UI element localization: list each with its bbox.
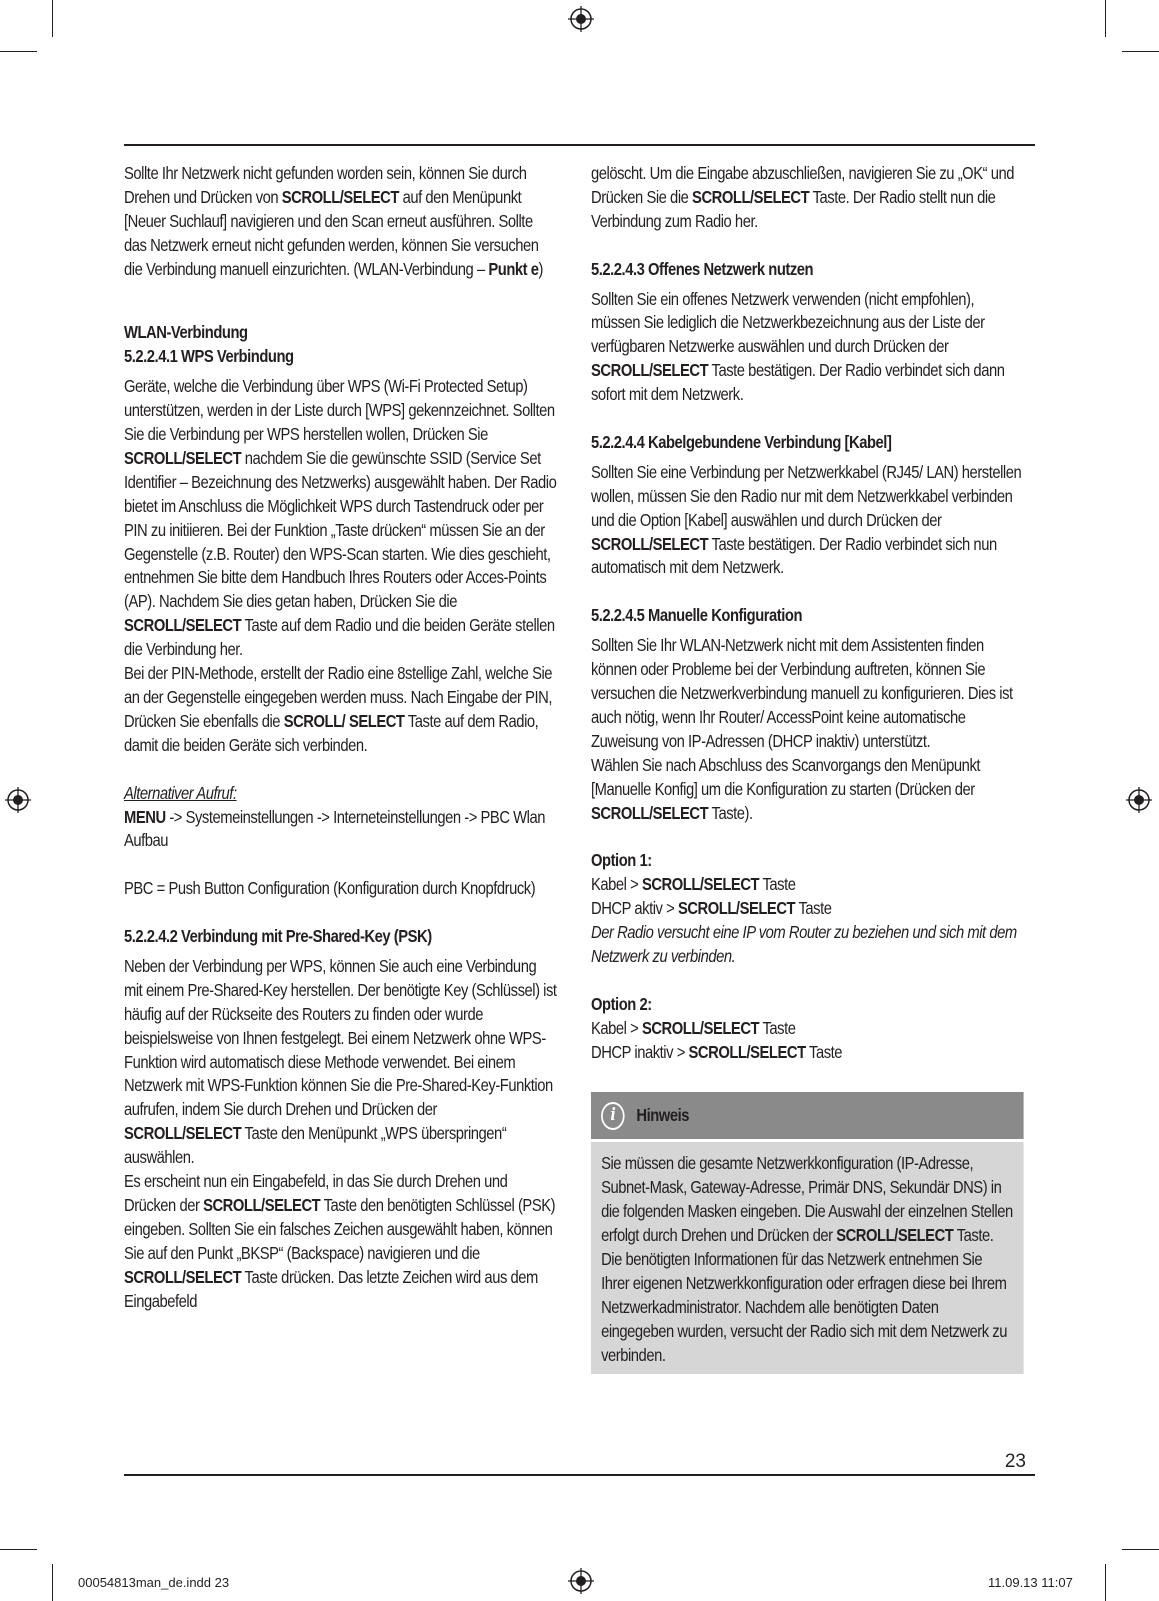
paragraph-wps: Geräte, welche die Verbindung über WPS (Wi-Fi Protected Setup) unterstützen, werden in der Liste durch [WPS] gekennzeichnet. Sollten Sie die Verbindung per WPS herstellen wollen, Drücken Sie SCROLL/SELECT nachdem Sie die gewünschte SSID (Service Set Identifier – Bezeichnung des Netzwerks) ausgewählt haben. Der Radio bietet im Anschluss die Möglichkeit WPS durch Tastendruck oder per PIN zu initiieren. Bei der Funktion „Taste drücken“ müssen Sie an der Gegenstelle (z.B. Router) den WPS-Scan starten. Wie dies geschieht, entnehmen Sie bitte dem Handbuch Ihres Routers oder Acces-Points (AP). Nachdem Sie dies getan haben, Drücken Sie die SCROLL/SELECT Taste auf dem Radio und die beiden Geräte stellen die Verbindung her. bbox=[124, 376, 557, 660]
crop-mark bbox=[1122, 1549, 1159, 1550]
crop-mark bbox=[52, 0, 53, 37]
paragraph-deleted: gelöscht. Um die Eingabe abzuschließen, navigieren Sie zu „OK“ und Drücken Sie die SCROLL/SELECT Taste. Der Radio stellt nun die Verbindung zum Radio her. bbox=[591, 163, 1014, 231]
alternative-call: Alternativer Aufruf: bbox=[124, 782, 237, 803]
crop-mark bbox=[52, 1564, 53, 1601]
heading-open-network: 5.2.2.4.3 Offenes Netzwerk nutzen bbox=[591, 258, 814, 279]
footer-rule bbox=[124, 1474, 1035, 1476]
menu-path: MENU -> Systemeinstellungen -> Interneteinstellungen -> PBC Wlan Aufbau bbox=[124, 806, 545, 851]
slug-date: 11.09.13 11:07 bbox=[988, 1575, 1073, 1590]
page-number: 23 bbox=[1004, 1451, 1026, 1472]
left-column bbox=[124, 162, 557, 1314]
crop-mark bbox=[1105, 0, 1106, 37]
registration-mark-icon bbox=[1126, 787, 1152, 813]
heading-psk: 5.2.2.4.2 Verbindung mit Pre-Shared-Key (PSK) bbox=[124, 926, 432, 947]
info-icon: i bbox=[601, 1102, 625, 1130]
crop-mark bbox=[0, 51, 37, 52]
pbc-definition: PBC = Push Button Configuration (Konfiguration durch Knopfdruck) bbox=[124, 878, 536, 899]
paragraph-select-manual: Wählen Sie nach Abschluss des Scanvorgangs den Menüpunkt [Manuelle Konfig] um die Konfiguration zu starten (Drücken der SCROLL/SELECT Taste). bbox=[591, 754, 981, 823]
paragraph-open-network: Sollten Sie ein offenes Netzwerk verwenden (nicht empfohlen), müssen Sie lediglich die Netzwerkbezeichnung aus der Liste der verfügbaren Netzwerke auswählen und durch Drücken der SCROLL/SELECT Taste bestätigen. Der Radio verbindet sich dann sofort mit dem Netzwerk. bbox=[591, 288, 1005, 405]
heading-cable: 5.2.2.4.4 Kabelgebundene Verbindung [Kabel] bbox=[591, 431, 892, 452]
crop-mark bbox=[0, 1549, 37, 1550]
slug-file: 00054813man_de.indd 23 bbox=[78, 1575, 230, 1590]
crop-mark bbox=[1122, 51, 1159, 52]
option-2: Option 2: Kabel > SCROLL/SELECT Taste DHCP inaktiv > SCROLL/SELECT Taste bbox=[591, 993, 843, 1062]
hint-body: Sie müssen die gesamte Netzwerkkonfiguration (IP-Adresse, Subnet-Mask, Gateway-Adresse, Primär DNS, Sekundär DNS) in die folgenden Masken eingeben. Die Auswahl der einzelnen Stellen erfolgt durch Drehen und Drücken der SCROLL/SELECT Taste. Die benötigten Informationen für das Netzwerk entnehmen Sie Ihrer eigenen Netzwerkkonfiguration oder erfragen diese bei Ihrem Netzwerkadministrator. Nachdem alle benötigten Daten eingegeben wurden, versucht der Radio sich mit dem Netzwerk zu verbinden. bbox=[591, 1139, 1024, 1373]
right-column bbox=[591, 162, 1024, 1374]
paragraph-network-not-found: Sollte Ihr Netzwerk nicht gefunden worden sein, können Sie durch Drehen und Drücken von SCROLL/SELECT auf den Menüpunkt [Neuer Suchlauf] navigieren und den Scan erneut ausführen. Sollte das Netzwerk erneut nicht gefunden werden, können Sie versuchen die Verbindung manuell einzurichten. (WLAN-Verbindung – Punkt e) bbox=[124, 163, 543, 279]
paragraph-pin-method: Bei der PIN-Methode, erstellt der Radio eine 8stellige Zahl, welche Sie an der Gegenstelle eingegeben werden muss. Nach Eingabe der PIN, Drücken Sie ebenfalls die SCROLL/ SELECT Taste auf dem Radio, damit die beiden Geräte sich verbinden. bbox=[124, 663, 553, 755]
heading-manual-config: 5.2.2.4.5 Manuelle Konfiguration bbox=[591, 605, 803, 626]
paragraph-psk: Neben der Verbindung per WPS, können Sie auch eine Verbindung mit einem Pre-Shared-Key herstellen. Der benötigte Key (Schlüssel) ist häufig auf der Rückseite des Routers zu finden oder wurde beispielsweise von Ihnen festgelegt. Bei einem Netzwerk ohne WPS-Funktion wird automatisch diese Methode verwendet. Bei einem Netzwerk mit WPS-Funktion können Sie die Pre-Shared-Key-Funktion aufrufen, indem Sie durch Drehen und Drücken der SCROLL/SELECT Taste den Menüpunkt „WPS überspringen“ auswählen. bbox=[124, 955, 557, 1168]
heading-wlan-verbindung: WLAN-Verbindung bbox=[124, 322, 248, 343]
crop-mark bbox=[1105, 1564, 1106, 1601]
hint-header: i Hinweis bbox=[591, 1092, 1024, 1139]
option-1: Option 1: Kabel > SCROLL/SELECT Taste DHCP aktiv > SCROLL/SELECT Taste Der Radio versucht eine IP vom Router zu beziehen und sich mit dem Netzwerk zu verbinden. bbox=[591, 850, 1017, 966]
paragraph-cable: Sollten Sie eine Verbindung per Netzwerkkabel (RJ45/ LAN) herstellen wollen, müssen Sie den Radio nur mit dem Netzwerkkabel verbinden und die Option [Kabel] auswählen und durch Drücken der SCROLL/SELECT Taste bestätigen. Der Radio verbindet sich nun automatisch mit dem Netzwerk. bbox=[591, 461, 1022, 578]
registration-mark-icon bbox=[568, 6, 594, 32]
registration-mark-icon bbox=[568, 1568, 594, 1594]
header-rule bbox=[124, 144, 1035, 146]
registration-mark-icon bbox=[5, 787, 31, 813]
paragraph-manual-config: Sollten Sie Ihr WLAN-Netzwerk nicht mit dem Assistenten finden können oder Probleme bei der Verbindung auftreten, können Sie versuchen die Netzwerkverbindung manuell zu konfigurieren. Dies ist auch nötig, wenn Ihr Router/ AccessPoint keine automatische Zuweisung von IP-Adressen (DHCP inaktiv) unterstützt. bbox=[591, 635, 1013, 751]
heading-wps-verbindung: 5.2.2.4.1 WPS Verbindung bbox=[124, 346, 294, 367]
hint-box bbox=[591, 1092, 1024, 1373]
paragraph-input-field: Es erscheint nun ein Eingabefeld, in das Sie durch Drehen und Drücken der SCROLL/SELECT Taste den benötigten Schlüssel (PSK) eingeben. Sollten Sie ein falsches Zeichen ausgewählt haben, können Sie auf den Punkt „BKSP“ (Backspace) navigieren und die SCROLL/SELECT Taste drücken. Das letzte Zeichen wird aus dem Eingabefeld bbox=[124, 1171, 556, 1311]
